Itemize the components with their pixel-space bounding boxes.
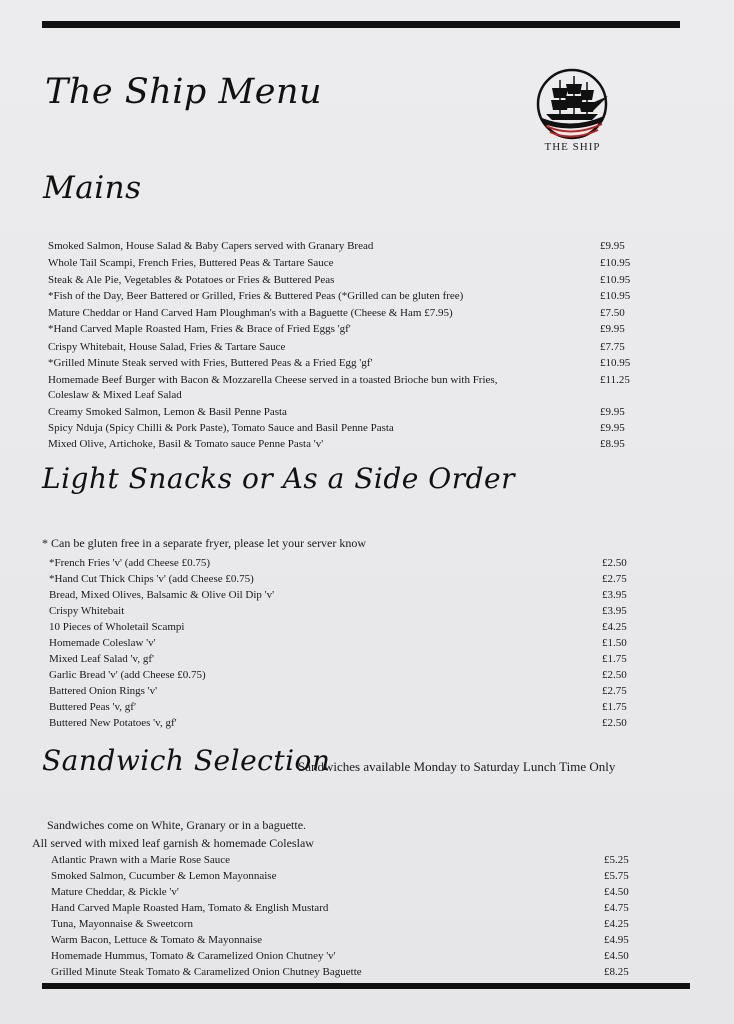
menu-item-name: *Hand Cut Thick Chips 'v' (add Cheese £0.75) — [49, 573, 254, 585]
menu-item-price: £5.25 — [604, 854, 629, 866]
menu-item-name: Warm Bacon, Lettuce & Tomato & Mayonnaise — [51, 934, 263, 946]
menu-item — [0, 436, 734, 452]
menu-item-price: £2.50 — [602, 669, 627, 681]
menu-item — [0, 868, 734, 884]
menu-item — [0, 651, 734, 667]
menu-item-price: £5.75 — [604, 870, 629, 882]
menu-item-price: £4.50 — [604, 950, 629, 962]
menu-item — [0, 964, 734, 980]
menu-item-name: *Fish of the Day, Beer Battered or Grilled, Fries & Buttered Peas (*Grilled can be gluten free) — [48, 290, 464, 302]
menu-item-name: Mature Cheddar, & Pickle 'v' — [51, 886, 179, 898]
menu-item — [0, 699, 734, 715]
menu-item — [0, 900, 734, 916]
menu-item — [0, 635, 734, 651]
menu-item-price: £8.25 — [604, 966, 629, 978]
menu-item-price: £9.95 — [600, 240, 625, 252]
menu-item-name: Homemade Coleslaw 'v' — [49, 637, 156, 649]
menu-item-name: Whole Tail Scampi, French Fries, Buttered Peas & Tartare Sauce — [48, 257, 334, 269]
menu-item-price: £4.50 — [604, 886, 629, 898]
menu-item-price: £2.50 — [602, 557, 627, 569]
menu-item — [0, 715, 734, 731]
menu-item — [0, 587, 734, 603]
menu-item — [0, 619, 734, 635]
menu-item-price: £1.75 — [602, 701, 627, 713]
sandwich-heading: Sandwich Selection — [42, 744, 331, 777]
menu-item — [0, 683, 734, 699]
menu-item-price: £2.75 — [602, 685, 627, 697]
gluten-note: * Can be gluten free in a separate fryer, please let your server know — [42, 536, 367, 550]
menu-item-name: Homemade Hummus, Tomato & Caramelized Onion Chutney 'v' — [51, 950, 336, 962]
menu-item — [0, 603, 734, 619]
menu-item — [0, 238, 734, 254]
menu-item-price: £9.95 — [600, 422, 625, 434]
menu-item-name: Smoked Salmon, Cucumber & Lemon Mayonnaise — [51, 870, 277, 882]
menu-item — [0, 255, 734, 271]
menu-item — [0, 272, 734, 288]
menu-item — [0, 852, 734, 868]
menu-item — [0, 932, 734, 948]
menu-item-name: Mixed Olive, Artichoke, Basil & Tomato sauce Penne Pasta 'v' — [48, 438, 324, 450]
menu-item-price: £4.75 — [604, 902, 629, 914]
menu-item-price: £2.50 — [602, 717, 627, 729]
top-rule — [42, 21, 680, 28]
menu-item-name: Tuna, Mayonnaise & Sweetcorn — [51, 918, 193, 930]
menu-item — [0, 884, 734, 900]
menu-item — [0, 420, 734, 436]
menu-item-name: *Grilled Minute Steak served with Fries, Buttered Peas & a Fried Egg 'gf' — [48, 357, 373, 369]
menu-item-price: £4.25 — [602, 621, 627, 633]
burger-continuation: Coleslaw & Mixed Leaf Salad — [48, 389, 182, 401]
menu-item-name: Battered Onion Rings 'v' — [49, 685, 158, 697]
menu-item-name: Spicy Nduja (Spicy Chilli & Pork Paste), Tomato Sauce and Basil Penne Pasta — [48, 422, 394, 434]
menu-item-name: Creamy Smoked Salmon, Lemon & Basil Penne Pasta — [48, 406, 287, 418]
menu-item-name: Crispy Whitebait, House Salad, Fries & Tartare Sauce — [48, 341, 286, 353]
menu-item-name: Bread, Mixed Olives, Balsamic & Olive Oil Dip 'v' — [49, 589, 275, 601]
menu-item — [0, 355, 734, 371]
menu-item-price: £3.95 — [602, 589, 627, 601]
menu-item-price: £10.95 — [600, 274, 631, 286]
menu-item-price: £1.50 — [602, 637, 627, 649]
menu-item-name: Buttered New Potatoes 'v, gf' — [49, 717, 177, 729]
bottom-rule — [42, 983, 690, 989]
menu-item-name: Mixed Leaf Salad 'v, gf' — [49, 653, 154, 665]
menu-item-name: Steak & Ale Pie, Vegetables & Potatoes or Fries & Buttered Peas — [48, 274, 335, 286]
menu-item-price: £3.95 — [602, 605, 627, 617]
menu-item — [0, 667, 734, 683]
sandwich-availability: Sandwiches available Monday to Saturday Lunch Time Only — [298, 759, 616, 774]
menu-item-name: Buttered Peas 'v, gf' — [49, 701, 136, 713]
menu-item — [0, 321, 734, 337]
snacks-heading: Light Snacks or As a Side Order — [42, 462, 515, 495]
menu-item — [0, 555, 734, 571]
menu-item-name: Homemade Beef Burger with Bacon & Mozzarella Cheese served in a toasted Brioche bun with Fries, — [48, 374, 498, 386]
menu-item-price: £9.95 — [600, 406, 625, 418]
menu-item-name: Atlantic Prawn with a Marie Rose Sauce — [51, 854, 231, 866]
menu-item-name: 10 Pieces of Wholetail Scampi — [49, 621, 185, 633]
menu-item-price: £10.95 — [600, 257, 631, 269]
menu-item — [0, 339, 734, 355]
menu-item-name: Garlic Bread 'v' (add Cheese £0.75) — [49, 669, 206, 681]
logo-text: THE SHIP — [544, 141, 601, 153]
menu-title: The Ship Menu — [45, 72, 323, 112]
menu-item-price: £7.50 — [600, 307, 625, 319]
menu-item-name: *French Fries 'v' (add Cheese £0.75) — [49, 557, 210, 569]
menu-item-name: Smoked Salmon, House Salad & Baby Capers served with Granary Bread — [48, 240, 374, 252]
menu-item-price: £10.95 — [600, 290, 631, 302]
menu-item-name: Mature Cheddar or Hand Carved Ham Ploughman's with a Baguette (Cheese & Ham £7.95) — [48, 307, 453, 319]
menu-item — [0, 916, 734, 932]
menu-item — [0, 372, 734, 388]
menu-item-name: *Hand Carved Maple Roasted Ham, Fries & Brace of Fried Eggs 'gf' — [48, 323, 351, 335]
menu-item-name: Crispy Whitebait — [49, 605, 125, 617]
menu-item-price: £4.25 — [604, 918, 629, 930]
menu-item-price: £9.95 — [600, 323, 625, 335]
menu-item — [0, 571, 734, 587]
menu-item-price: £1.75 — [602, 653, 627, 665]
menu-item-price: £8.95 — [600, 438, 625, 450]
menu-item-name: Grilled Minute Steak Tomato & Caramelized Onion Chutney Baguette — [51, 966, 362, 978]
menu-item — [0, 404, 734, 420]
sandwich-bread-note: Sandwiches come on White, Granary or in a baguette. — [47, 818, 307, 832]
menu-item-price: £4.95 — [604, 934, 629, 946]
menu-item-name: Hand Carved Maple Roasted Ham, Tomato & English Mustard — [51, 902, 329, 914]
menu-item — [0, 948, 734, 964]
menu-item — [0, 288, 734, 304]
menu-item-price: £7.75 — [600, 341, 625, 353]
menu-item-price: £10.95 — [600, 357, 631, 369]
menu-item-price: £2.75 — [602, 573, 627, 585]
sandwich-garnish-note: All served with mixed leaf garnish & homemade Coleslaw — [32, 836, 314, 850]
menu-item — [0, 305, 734, 321]
menu-item-price: £11.25 — [600, 374, 630, 386]
mains-heading: Mains — [43, 170, 142, 206]
